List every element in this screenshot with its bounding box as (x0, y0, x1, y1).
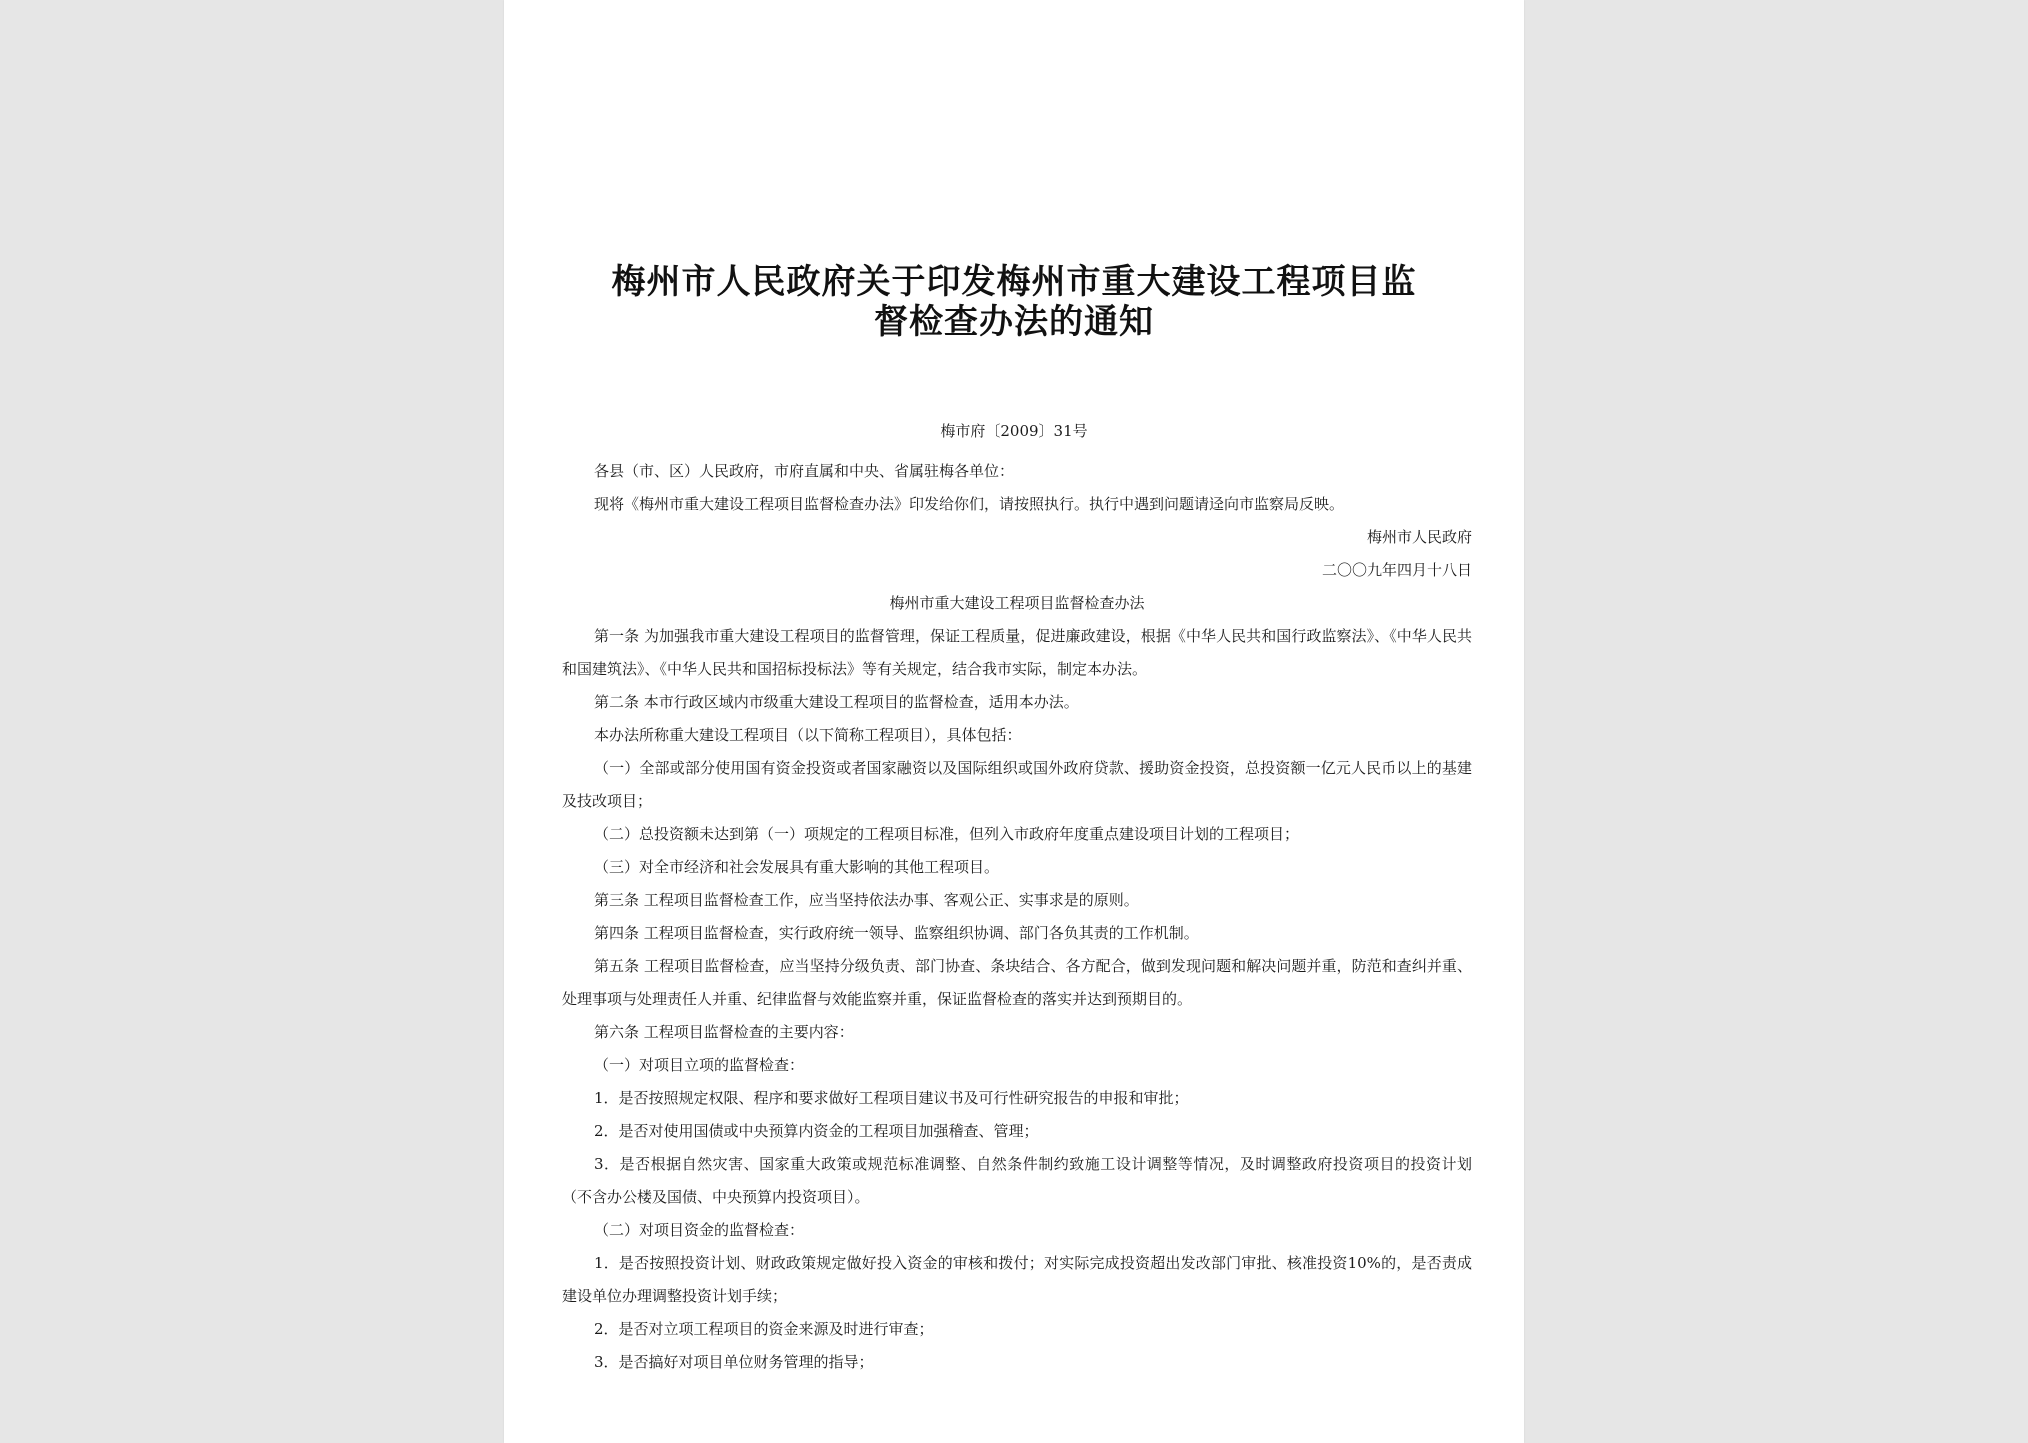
paragraph: 2．是否对立项工程项目的资金来源及时进行审查； (594, 1320, 934, 1338)
paragraph: （三）对全市经济和社会发展具有重大影响的其他工程项目。 (594, 858, 1000, 876)
paragraph: 第一条 为加强我市重大建设工程项目的监督管理，保证工程质量，促进廉政建设，根据《中华人民共和国行政监察法》、《中华人民共和国建筑法》、《中华人民共和国招标投标法》等有关规定，结合我市实际，制定本办法。 (562, 627, 1472, 678)
document-page (504, 0, 1524, 1443)
paragraph: 3．是否搞好对项目单位财务管理的指导； (594, 1353, 874, 1371)
document-title (574, 262, 1454, 342)
paragraph: 3．是否根据自然灾害、国家重大政策或规范标准调整、自然条件制约致施工设计调整等情况，及时调整政府投资项目的投资计划（不含办公楼及国债、中央预算内投资项目）。 (562, 1155, 1472, 1206)
paragraph: 1．是否按照规定权限、程序和要求做好工程项目建议书及可行性研究报告的申报和审批； (594, 1089, 1189, 1107)
paragraph: 2．是否对使用国债或中央预算内资金的工程项目加强稽查、管理； (594, 1122, 1039, 1140)
paragraph: 本办法所称重大建设工程项目（以下简称工程项目），具体包括： (594, 726, 1022, 744)
issuer: 梅州市人民政府 (1366, 528, 1472, 546)
paragraph: （一）全部或部分使用国有资金投资或者国家融资以及国际组织或国外政府贷款、援助资金投资，总投资额一亿元人民币以上的基建及技改项目； (562, 759, 1472, 810)
paragraph: 第六条 工程项目监督检查的主要内容： (594, 1023, 854, 1041)
paragraph: 第二条 本市行政区域内市级重大建设工程项目的监督检查，适用本办法。 (594, 693, 1079, 711)
issue-date: 二〇〇九年四月十八日 (1321, 561, 1472, 579)
paragraph: （二）总投资额未达到第（一）项规定的工程项目标准，但列入市政府年度重点建设项目计划的工程项目； (594, 825, 1300, 843)
paragraph: （二）对项目资金的监督检查： (594, 1221, 805, 1239)
paragraph: （一）对项目立项的监督检查： (594, 1056, 805, 1074)
title-line-2: 督检查办法的通知 (874, 302, 1154, 342)
document-number: 梅市府〔2009〕31号 (940, 422, 1088, 440)
section-title: 梅州市重大建设工程项目监督检查办法 (889, 594, 1145, 612)
paragraph: 1．是否按照投资计划、财政政策规定做好投入资金的审核和拨付；对实际完成投资超出发改部门审批、核准投资10%的，是否责成建设单位办理调整投资计划手续； (562, 1254, 1472, 1305)
paragraph: 第三条 工程项目监督检查工作，应当坚持依法办事、客观公正、实事求是的原则。 (594, 891, 1139, 909)
paragraph: 第四条 工程项目监督检查，实行政府统一领导、监察组织协调、部门各负其责的工作机制。 (594, 924, 1199, 942)
document-body (562, 455, 1472, 1379)
addressee: 各县（市、区）人民政府，市府直属和中央、省属驻梅各单位： (594, 462, 1015, 480)
paragraph: 第五条 工程项目监督检查，应当坚持分级负责、部门协查、条块结合、各方配合，做到发现问题和解决问题并重，防范和查纠并重、处理事项与处理责任人并重、纪律监督与效能监察并重，保证监督检查的落实并达到预期目的。 (562, 957, 1472, 1008)
title-line-1: 梅州市人民政府关于印发梅州市重大建设工程项目监 (611, 262, 1417, 302)
paragraph: 现将《梅州市重大建设工程项目监督检查办法》印发给你们，请按照执行。执行中遇到问题请迳向市监察局反映。 (594, 495, 1345, 513)
